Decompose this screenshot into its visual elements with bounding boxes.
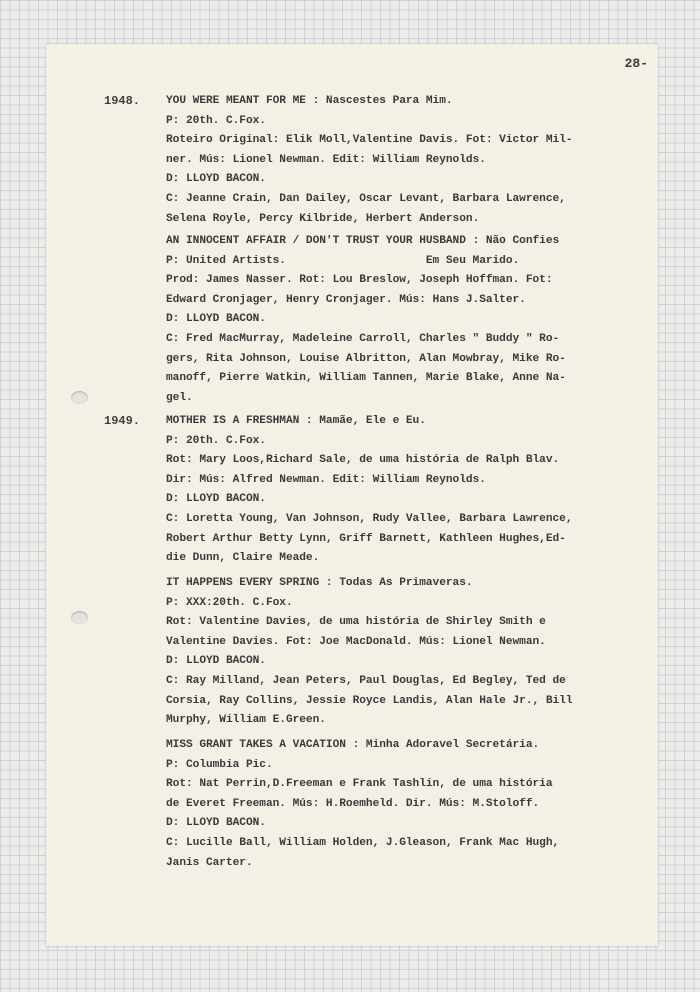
entry-line: ner. Mús: Lionel Newman. Edit: William Reynolds. [166,153,486,166]
page-number: 28- [624,56,648,71]
punch-hole [71,391,88,404]
entry-line: gers, Rita Johnson, Louise Albritton, Alan Mowbray, Mike Ro- [166,352,566,365]
entry-line: C: Ray Milland, Jean Peters, Paul Douglas, Ed Begley, Ted de [166,674,566,687]
entry-line: C: Loretta Young, Van Johnson, Rudy Vallee, Barbara Lawrence, [166,512,573,525]
entry-line: P: Columbia Pic. [166,758,273,771]
film-entry [166,574,646,731]
entry-line: P: United Artists. Em Seu Marido. [166,254,520,267]
film-title-line: IT HAPPENS EVERY SPRING : Todas As Primaveras. [166,577,473,589]
entry-line: Selena Royle, Percy Kilbride, Herbert Anderson. [166,212,480,225]
entry-line: Corsia, Ray Collins, Jessie Royce Landis, Alan Hale Jr., Bill [166,694,573,707]
year-label: 1949. [104,414,141,428]
entry-line: Rot: Mary Loos,Richard Sale, de uma história de Ralph Blav. [166,454,560,467]
entry-line: D: LLOYD BACON. [166,655,266,668]
entry-line: gel. [166,391,193,404]
entry-line: Roteiro Original: Elik Moll,Valentine Davis. Fot: Victor Mil- [166,134,573,147]
entry-line: P: XXX:20th. C.Fox. [166,596,293,609]
entry-line: de Everet Freeman. Mús: H.Roemheld. Dir. Mús: M.Stoloff. [166,797,540,810]
punch-hole [71,611,88,624]
film-title-line: AN INNOCENT AFFAIR / DON'T TRUST YOUR HUSBAND : Não Confies [166,235,560,247]
entry-line: Valentine Davies. Fot: Joe MacDonald. Mús: Lionel Newman. [166,635,546,648]
entry-line: manoff, Pierre Watkin, William Tannen, Marie Blake, Anne Na- [166,372,566,385]
entry-line: D: LLOYD BACON. [166,817,266,830]
year-label: 1948. [104,94,141,108]
entry-line: C: Lucille Ball, William Holden, J.Gleason, Frank Mac Hugh, [166,836,560,849]
entry-line: Rot: Nat Perrin,D.Freeman e Frank Tashlin, de uma história [166,778,553,791]
entry-line: D: LLOYD BACON. [166,173,266,186]
entry-line: P: 20th. C.Fox. [166,434,266,447]
entry-line: Janis Carter. [166,856,253,869]
film-title-line: MOTHER IS A FRESHMAN : Mamãe, Ele e Eu. [166,415,426,427]
film-entry [166,736,646,873]
film-title-line: YOU WERE MEANT FOR ME : Nascestes Para Mim. [166,95,453,107]
entry-line: C: Fred MacMurray, Madeleine Carroll, Charles " Buddy " Ro- [166,332,560,345]
film-title-line: MISS GRANT TAKES A VACATION : Minha Adoravel Secretária. [166,739,540,751]
entry-line: Dir: Mús: Alfred Newman. Edit: William Reynolds. [166,473,486,486]
entry-line: D: LLOYD BACON. [166,493,266,506]
entry-line: Murphy, William E.Green. [166,714,326,727]
film-entry [166,412,646,569]
entry-line: C: Jeanne Crain, Dan Dailey, Oscar Levant, Barbara Lawrence, [166,192,566,205]
entry-line: Edward Cronjager, Henry Cronjager. Mús: Hans J.Salter. [166,293,526,306]
entry-line: Robert Arthur Betty Lynn, Griff Barnett, Kathleen Hughes,Ed- [166,532,566,545]
entry-line: Rot: Valentine Davies, de uma história de Shirley Smith e [166,616,546,629]
entry-line: die Dunn, Claire Meade. [166,552,320,565]
entry-line: D: LLOYD BACON. [166,313,266,326]
typed-page [46,44,658,946]
film-entry [166,232,646,408]
film-entry [166,92,646,229]
entry-line: P: 20th. C.Fox. [166,114,266,127]
entry-line: Prod: James Nasser. Rot: Lou Breslow, Joseph Hoffman. Fot: [166,274,553,287]
